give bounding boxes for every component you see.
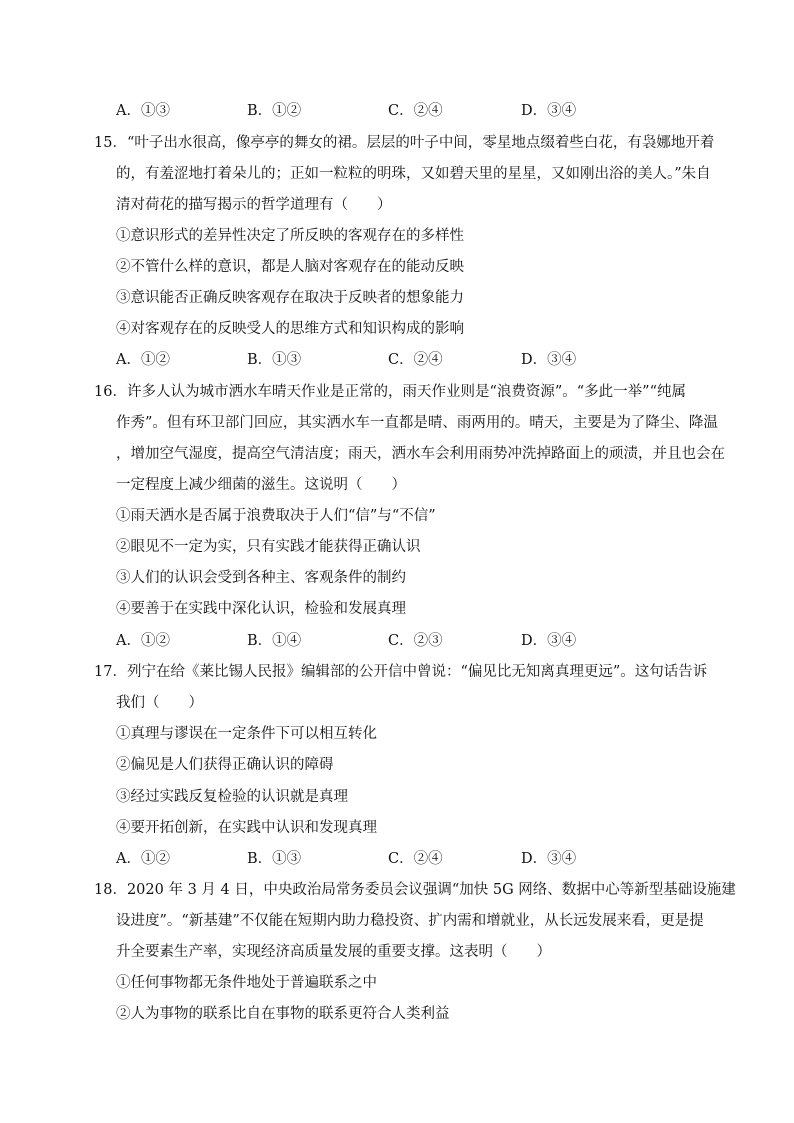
statement-item: ②不管什么样的意识，都是人脑对客观存在的能动反映	[116, 259, 464, 275]
statement-item: ①真理与谬误在一定条件下可以相互转化	[116, 726, 377, 742]
question-stem-line: 一定程度上减少细菌的滋生。这说明（ ）	[116, 477, 406, 493]
question-stem-line: 的，有羞涩地打着朵儿的；正如一粒粒的明珠，又如碧天里的星星，又如刚出浴的美人。”朱自	[116, 166, 711, 182]
option-a: A．①②	[116, 633, 170, 649]
question-stem-line: 升全要素生产率，实现经济高质量发展的重要支撑。这表明（ ）	[116, 944, 551, 960]
question-stem-line: 17．列宁在给《莱比锡人民报》编辑部的公开信中曾说：“偏见比无知离真理更远”。这句话告诉	[94, 664, 708, 680]
statement-item: ③人们的认识会受到各种主、客观条件的制约	[116, 570, 406, 586]
statement-item: ①雨天洒水是否属于浪费取决于人们“信”与“不信”	[116, 508, 436, 524]
statement-item: ②偏见是人们获得正确认识的障碍	[116, 757, 334, 773]
option-d: D．③④	[521, 851, 577, 867]
option-d: D．③④	[521, 633, 577, 649]
question-stem-line: 15．“叶子出水很高，像亭亭的舞女的裙。层层的叶子中间，零星地点缀着些白花，有袅娜地开着	[94, 135, 715, 151]
statement-item: ③意识能否正确反映客观存在取决于反映者的想象能力	[116, 290, 464, 306]
question-stem-line: 我们（ ）	[116, 695, 203, 711]
option-b: B．①②	[247, 103, 302, 119]
question-stem-line: 作秀”。但有环卫部门回应，其实洒水车一直都是晴、雨两用的。晴天，主要是为了降尘、降温	[116, 415, 718, 431]
statement-item: ④要善于在实践中深化认识，检验和发展真理	[116, 601, 406, 617]
option-a: A．①③	[116, 103, 170, 119]
option-d: D．③④	[521, 103, 577, 119]
question-stem-line: 16．许多人认为城市洒水车晴天作业是正常的，雨天作业则是“浪费资源”。“多此一举”“纯属	[94, 384, 687, 400]
option-c: C．②③	[388, 633, 443, 649]
statement-item: ①任何事物都无条件地处于普遍联系之中	[116, 975, 377, 991]
option-b: B．①④	[247, 633, 302, 649]
option-b: B．①③	[247, 851, 302, 867]
question-stem-line: 18．2020 年 3 月 4 日，中央政治局常务委员会议强调“加快 5G 网络、数据中心等新型基础设施建	[94, 882, 736, 898]
question-stem-line: 清对荷花的描写揭示的哲学道理有（ ）	[116, 197, 392, 213]
option-c: C．②④	[388, 851, 443, 867]
statement-item: ④要开拓创新，在实践中认识和发现真理	[116, 820, 377, 836]
statement-item: ①意识形式的差异性决定了所反映的客观存在的多样性	[116, 228, 464, 244]
statement-item: ②人为事物的联系比自在事物的联系更符合人类利益	[116, 1006, 450, 1022]
statement-item: ②眼见不一定为实，只有实践才能获得正确认识	[116, 539, 421, 555]
question-stem-line: ，增加空气湿度，提高空气清洁度；雨天，洒水车会利用雨势冲洗掉路面上的顽渍，并且也会在	[116, 446, 725, 462]
question-stem-line: 设进度”。“新基建”不仅能在短期内助力稳投资、扩内需和增就业，从长远发展来看，更是提	[116, 913, 704, 929]
statement-item: ④对客观存在的反映受人的思维方式和知识构成的影响	[116, 321, 464, 337]
option-c: C．②④	[388, 103, 443, 119]
option-a: A．①②	[116, 851, 170, 867]
option-b: B．①③	[247, 352, 302, 368]
option-d: D．③④	[521, 352, 577, 368]
option-a: A．①②	[116, 352, 170, 368]
option-c: C．②④	[388, 352, 443, 368]
statement-item: ③经过实践反复检验的认识就是真理	[116, 789, 348, 805]
